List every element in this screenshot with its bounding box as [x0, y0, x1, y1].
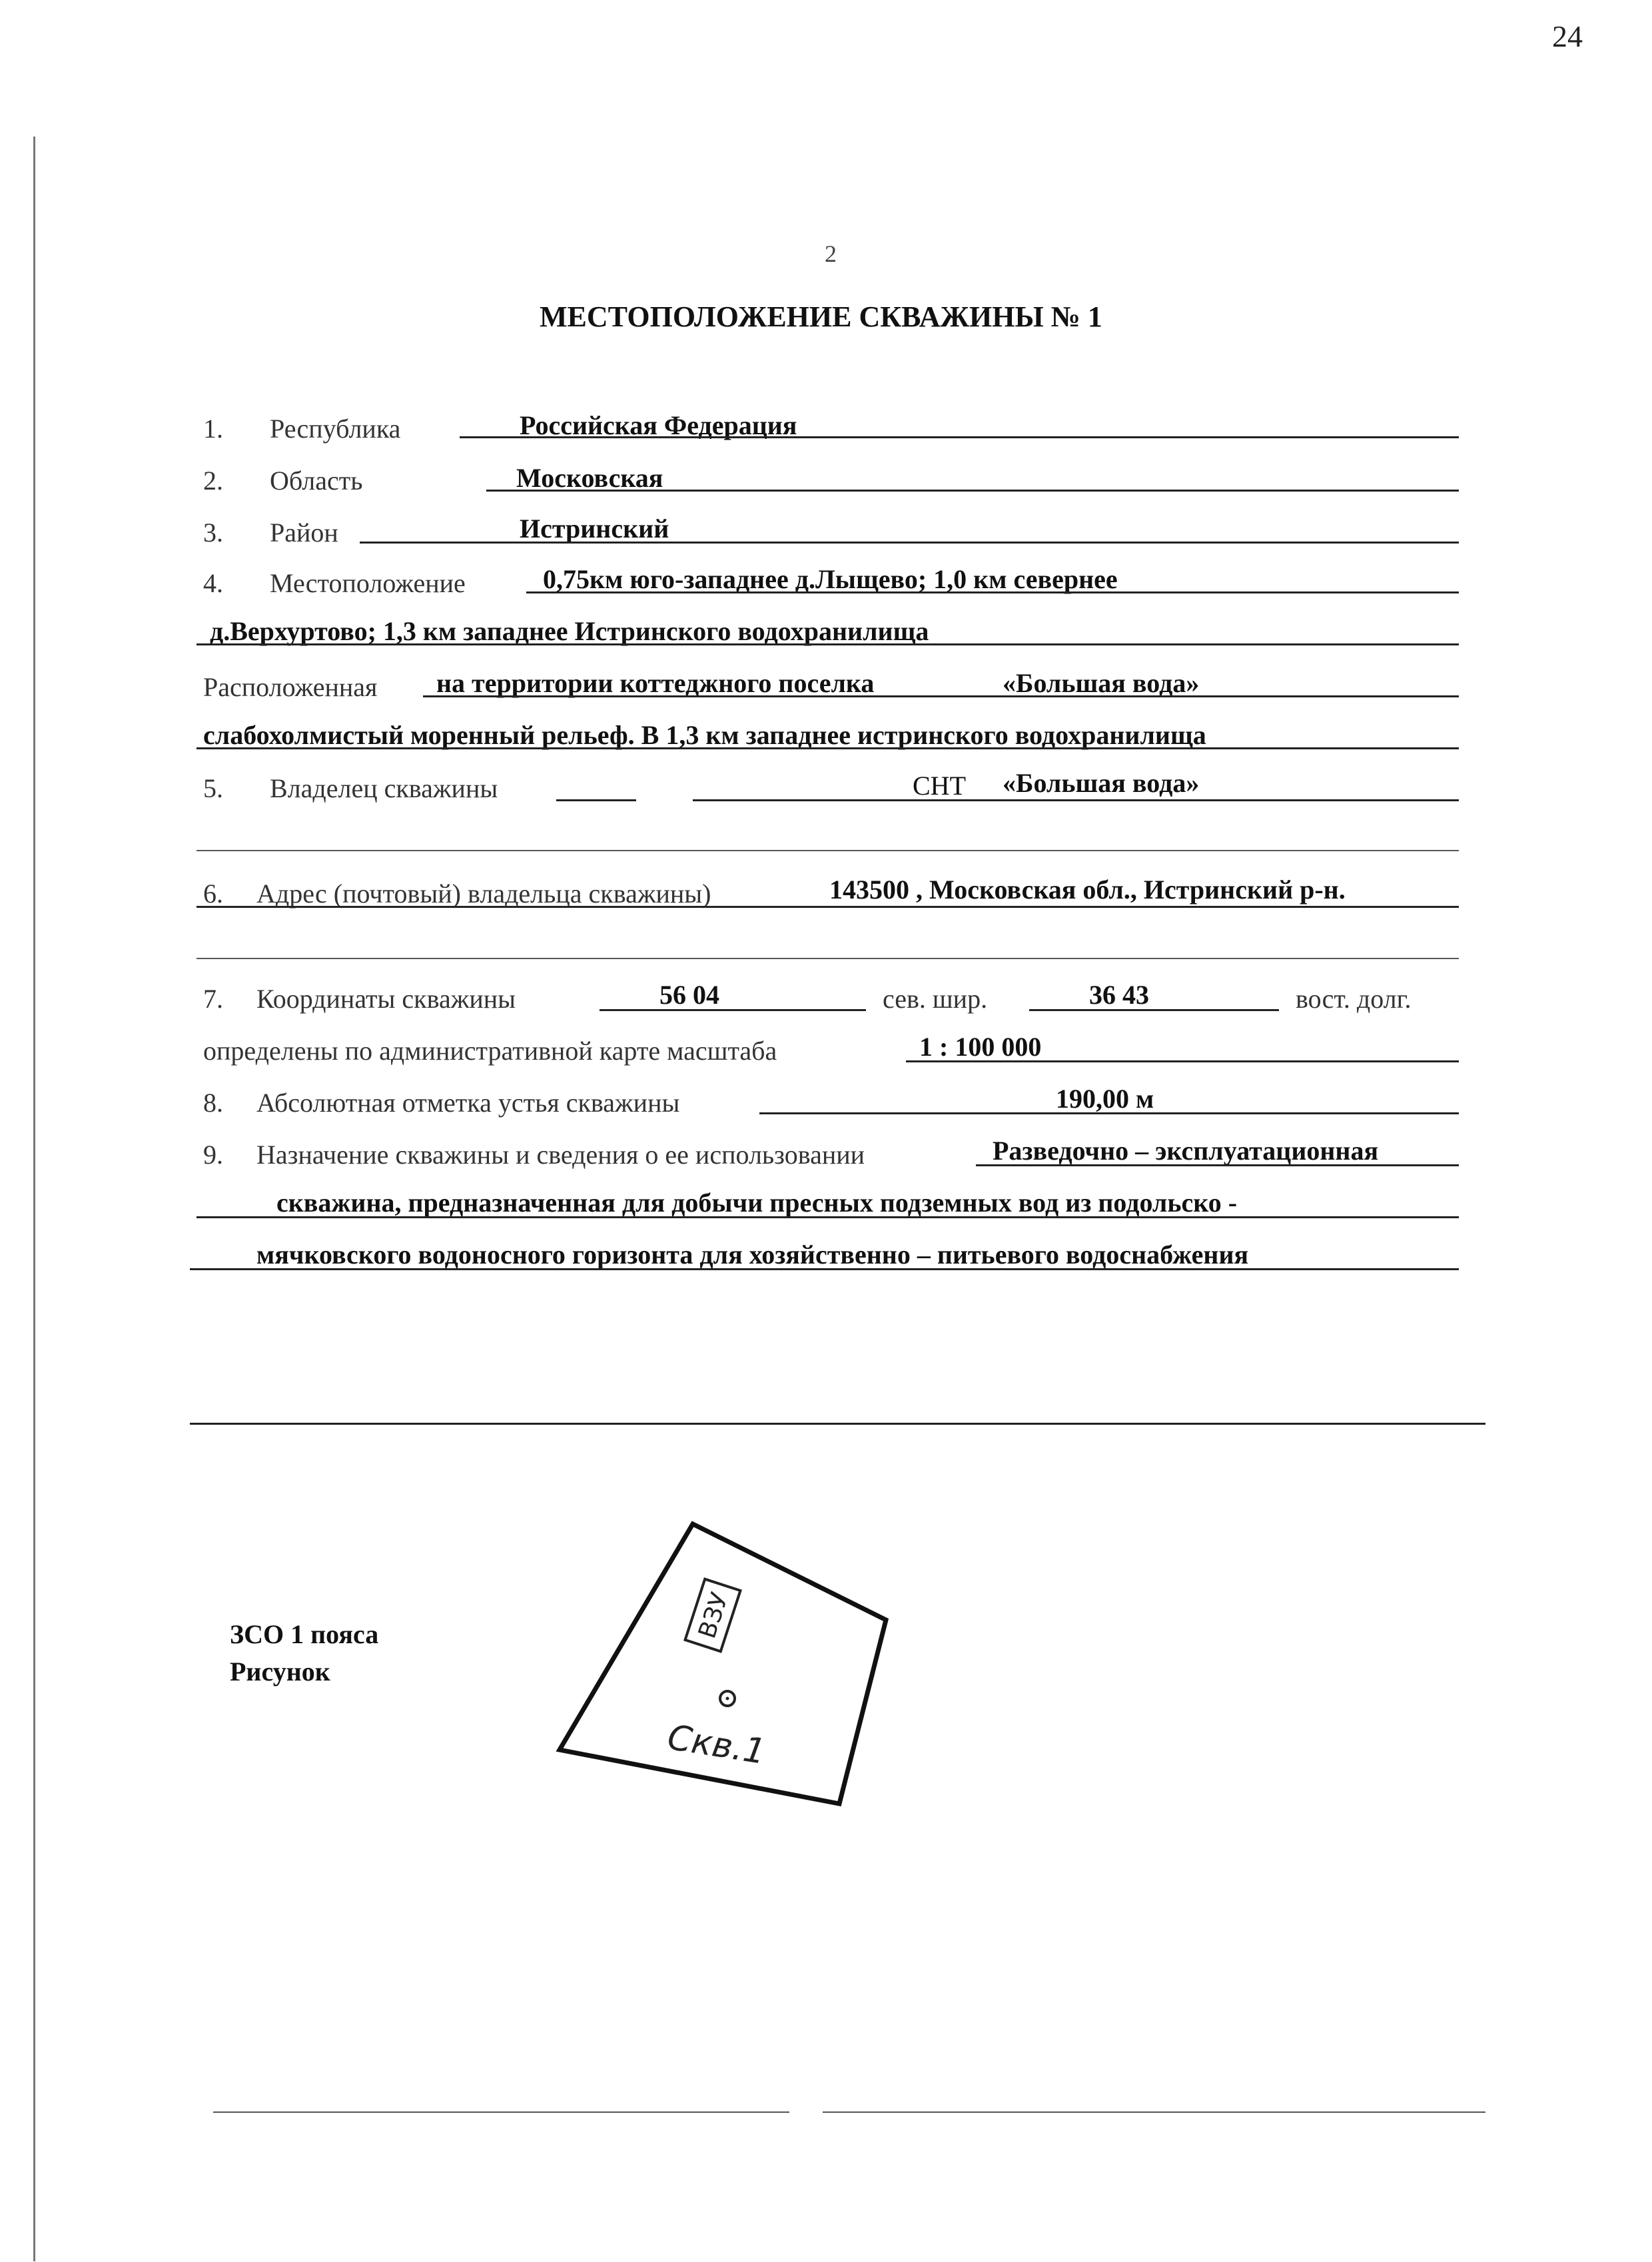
- longitude-label: вост. долг.: [1296, 984, 1412, 1014]
- elevation-underline: [759, 1112, 1459, 1114]
- row-7-label: Координаты скважины: [256, 984, 516, 1014]
- row-5-label: Владелец скважины: [270, 773, 498, 803]
- page-number: 24: [1552, 19, 1583, 53]
- republic-value: Российская Федерация: [520, 410, 797, 440]
- well-label: Скв.1: [664, 1717, 769, 1772]
- row-7-number: 7.: [203, 984, 223, 1014]
- elevation-value: 190,00 м: [1056, 1084, 1154, 1114]
- row-4-number: 4.: [203, 568, 223, 598]
- located-value-b: «Большая вода»: [1003, 668, 1200, 698]
- row-9-number: 9.: [203, 1140, 223, 1170]
- latitude-label: сев. шир.: [883, 984, 988, 1014]
- row-3-number: 3.: [203, 518, 223, 548]
- purpose-value-line3: мячковского водоносного горизонта для хозяйственно – питьевого водоснабжения: [256, 1240, 1249, 1270]
- owner-address-underline: [197, 906, 1459, 908]
- longitude-value: 36 43: [1089, 980, 1149, 1010]
- owner-underline-short: [556, 799, 636, 801]
- located-value-a: на территории коттеджного поселка: [436, 668, 875, 698]
- signature-line-right: [823, 2111, 1485, 2113]
- district-underline: [360, 542, 1459, 544]
- water-intake-label: ВЗУ: [693, 1589, 734, 1642]
- well-marker-center: [726, 1697, 729, 1700]
- owner-underline-2: [197, 850, 1459, 851]
- owner-value-b: «Большая вода»: [1003, 768, 1200, 798]
- region-underline: [486, 490, 1459, 492]
- purpose-value-line2: скважина, предназначенная для добычи пресных подземных вод из подольско -: [276, 1188, 1238, 1218]
- owner-value-a: СНТ: [913, 771, 966, 801]
- sketch-caption-figure: Рисунок: [230, 1657, 330, 1687]
- scale-value: 1 : 100 000: [919, 1032, 1042, 1062]
- row-9-label: Назначение скважины и сведения о ее использовании: [256, 1140, 865, 1170]
- row-6-label: Адрес (почтовый) владельца скважины): [256, 879, 711, 909]
- scale-underline: [906, 1060, 1459, 1062]
- purpose-underline-2: [197, 1216, 1459, 1218]
- signature-line-left: [213, 2111, 789, 2113]
- located-label: Расположенная: [203, 672, 378, 702]
- scan-left-edge: [33, 137, 35, 2261]
- region-value: Московская: [516, 463, 663, 493]
- row-4-label: Местоположение: [270, 568, 466, 598]
- location-value-line2: д.Верхуртово; 1,3 км западнее Истринского водохранилища: [210, 616, 929, 646]
- row-8-label: Абсолютная отметка устья скважины: [256, 1088, 680, 1118]
- form-page-number: 2: [825, 240, 837, 267]
- row-1-number: 1.: [203, 414, 223, 444]
- row-1-label: Республика: [270, 414, 401, 444]
- water-intake-box: [685, 1579, 741, 1652]
- row-5-number: 5.: [203, 773, 223, 803]
- sanitary-zone-sketch: [546, 1512, 906, 1818]
- section-divider: [190, 1423, 1485, 1425]
- location-underline-2: [197, 643, 1459, 645]
- latitude-value: 56 04: [659, 980, 719, 1010]
- located-underline-2: [197, 747, 1459, 749]
- latitude-underline: [600, 1009, 866, 1011]
- row-3-label: Район: [270, 518, 338, 548]
- purpose-underline-3: [190, 1268, 1459, 1270]
- scale-label: определены по административной карте масштаба: [203, 1036, 777, 1066]
- located-value-line2: слабохолмистый моренный рельеф. В 1,3 км западнее истринского водохранилища: [203, 720, 1206, 750]
- row-6-number: 6.: [203, 879, 223, 909]
- row-8-number: 8.: [203, 1088, 223, 1118]
- location-underline: [526, 591, 1459, 593]
- longitude-underline: [1029, 1009, 1279, 1011]
- owner-underline: [693, 799, 1459, 801]
- document-title: МЕСТОПОЛОЖЕНИЕ СКВАЖИНЫ № 1: [540, 300, 1102, 333]
- located-underline: [423, 695, 1459, 697]
- owner-address-underline-2: [197, 958, 1459, 959]
- purpose-underline: [976, 1164, 1459, 1166]
- republic-underline: [460, 436, 1459, 438]
- row-2-number: 2.: [203, 466, 223, 496]
- row-2-label: Область: [270, 466, 363, 496]
- district-value: Истринский: [520, 514, 669, 544]
- sketch-caption-zone: ЗСО 1 пояса: [230, 1619, 379, 1649]
- purpose-value: Разведочно – эксплуатационная: [993, 1136, 1379, 1166]
- location-value: 0,75км юго-западнее д.Лыщево; 1,0 км севернее: [543, 564, 1118, 594]
- owner-address-value: 143500 , Московская обл., Истринский р-н.: [829, 875, 1346, 905]
